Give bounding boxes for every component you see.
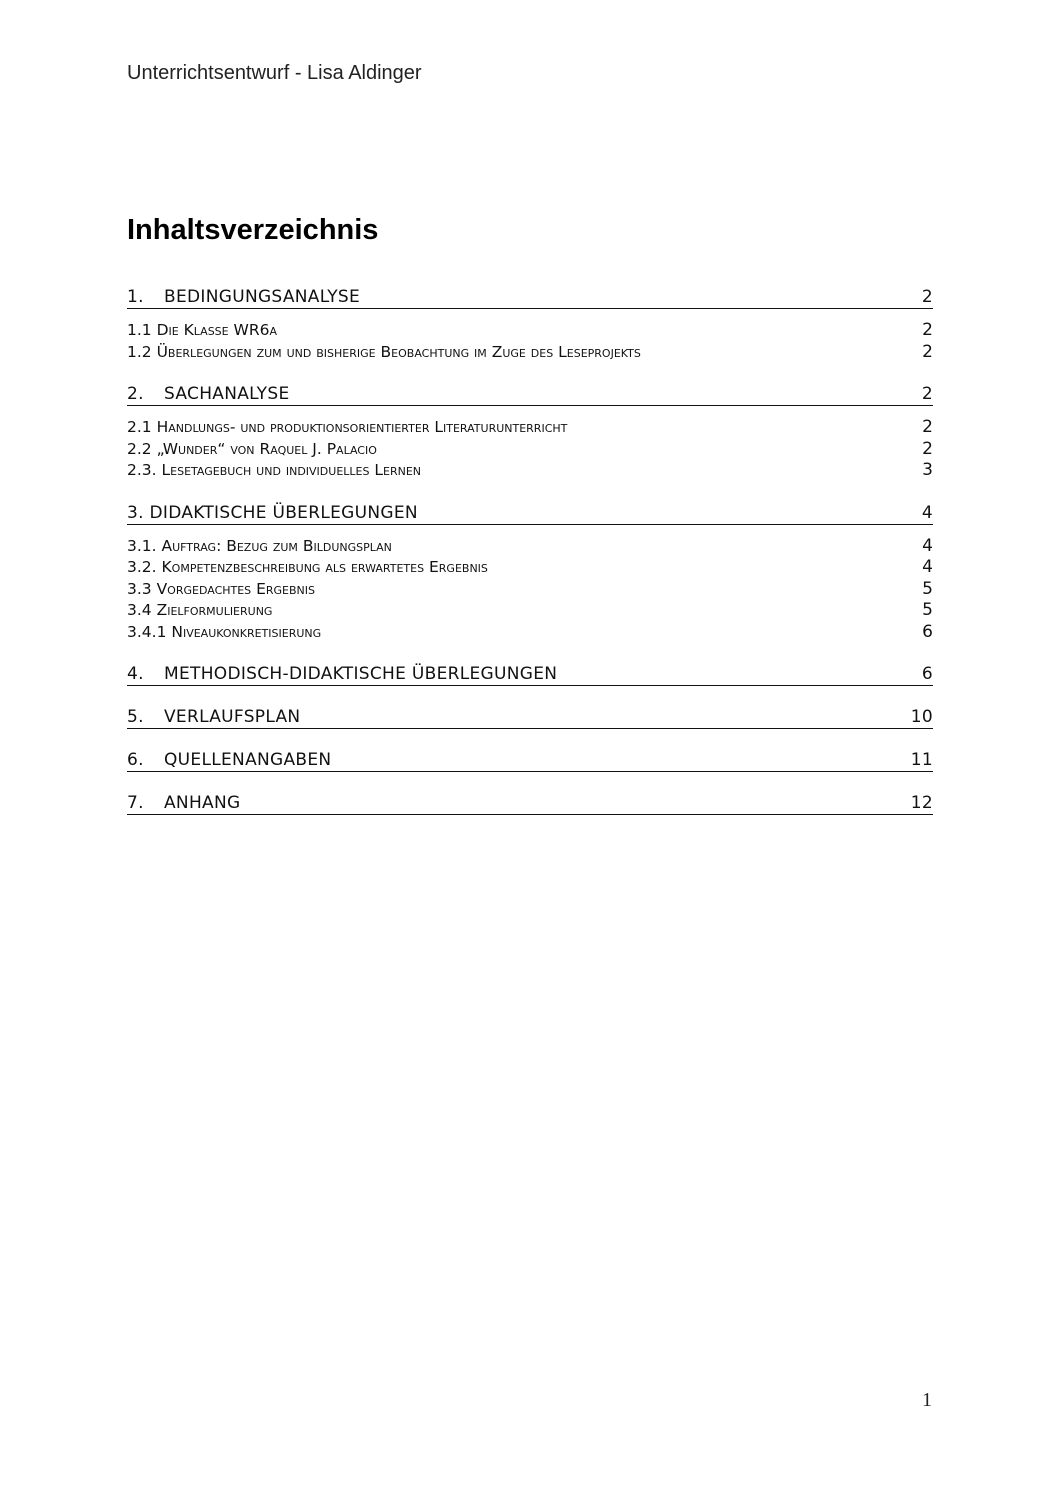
toc-subentry-title: 3.4 Zielformulierung [127,601,273,619]
toc-subentry-1-1[interactable] [127,320,933,342]
toc-entry-title: QUELLENANGABEN [164,750,332,770]
toc-subentry-title: 1.2 Überlegungen zum und bisherige Beobachtung im Zuge des Leseprojekts [127,342,641,361]
toc-subentry-3-3[interactable] [127,579,933,601]
toc-entry-page: 11 [910,750,933,770]
toc-entry-2[interactable] [127,383,933,406]
toc-subentry-title: 1.1 Die Klasse WR6a [127,321,278,339]
toc-subentry-3-1[interactable] [127,536,933,558]
toc-subentry-title: 3.1. Auftrag: Bezug zum Bildungsplan [127,536,392,555]
toc-subentry-title: 2.1 Handlungs- und produktionsorientierter Literaturunterricht [127,418,568,436]
toc-subentry-page: 4 [922,535,933,556]
toc-subentry-title: 3.3 Vorgedachtes Ergebnis [127,579,316,598]
toc-title: Inhaltsverzeichnis [127,214,379,246]
toc-entry-title: BEDINGUNGSANALYSE [164,287,361,307]
toc-entry-7[interactable] [127,792,933,815]
toc-entry-title: 3. DIDAKTISCHE ÜBERLEGUNGEN [127,502,418,523]
toc-entry-page: 6 [921,664,933,684]
toc-entry-number: 7. [127,793,144,813]
toc-subentry-3-4[interactable] [127,600,933,622]
toc-entry-page: 12 [910,793,933,813]
toc-entry-page: 2 [921,287,933,307]
toc-subentry-page: 2 [922,341,933,362]
toc-subentry-page: 3 [922,460,933,480]
toc-subentry-page: 5 [922,600,933,620]
toc-entry-number: 4. [127,664,144,684]
toc-subentry-page: 6 [922,621,933,642]
toc-entry-page: 2 [921,384,933,404]
toc-subentry-page: 2 [922,438,933,459]
toc-entry-title: VERLAUFSPLAN [164,707,301,727]
toc-subentry-page: 2 [922,417,933,437]
toc-entry-number: 5. [127,707,144,727]
toc-subentry-3-2[interactable] [127,557,933,579]
toc-subentry-title: 2.3. Lesetagebuch und individuelles Lernen [127,461,422,479]
toc-subentry-title: 3.2. Kompetenzbeschreibung als erwartetes Ergebnis [127,558,488,576]
toc-entry-5[interactable] [127,706,933,729]
running-header: Unterrichtsentwurf - Lisa Aldinger [127,62,422,84]
toc-entry-number: 1. [127,287,144,307]
toc-entry-number: 2. [127,384,144,404]
toc-subentry-1-2[interactable] [127,342,933,364]
toc-entry-page: 4 [921,502,933,523]
toc-entry-number: 6. [127,750,144,770]
toc-subentry-3-4-1[interactable] [127,622,933,644]
page-number: 1 [922,1389,932,1411]
toc-subentry-title: 2.2 „Wunder“ von Raquel J. Palacio [127,439,377,458]
toc-entry-title: METHODISCH-DIDAKTISCHE ÜBERLEGUNGEN [164,664,558,684]
table-of-contents [127,286,933,815]
toc-subentry-2-2[interactable] [127,439,933,461]
toc-entry-6[interactable] [127,749,933,772]
toc-subentry-2-3[interactable] [127,460,933,482]
toc-entry-4[interactable] [127,663,933,686]
toc-entry-title: ANHANG [164,793,241,813]
toc-entry-1[interactable] [127,286,933,309]
toc-entry-page: 10 [910,707,933,727]
toc-entry-3[interactable] [127,502,933,525]
toc-subentry-page: 2 [922,320,933,340]
toc-entry-title: SACHANALYSE [164,384,290,404]
toc-subentry-page: 5 [922,578,933,599]
toc-subentry-2-1[interactable] [127,417,933,439]
toc-subentry-page: 4 [922,557,933,577]
toc-subentry-title: 3.4.1 Niveaukonkretisierung [127,622,322,641]
